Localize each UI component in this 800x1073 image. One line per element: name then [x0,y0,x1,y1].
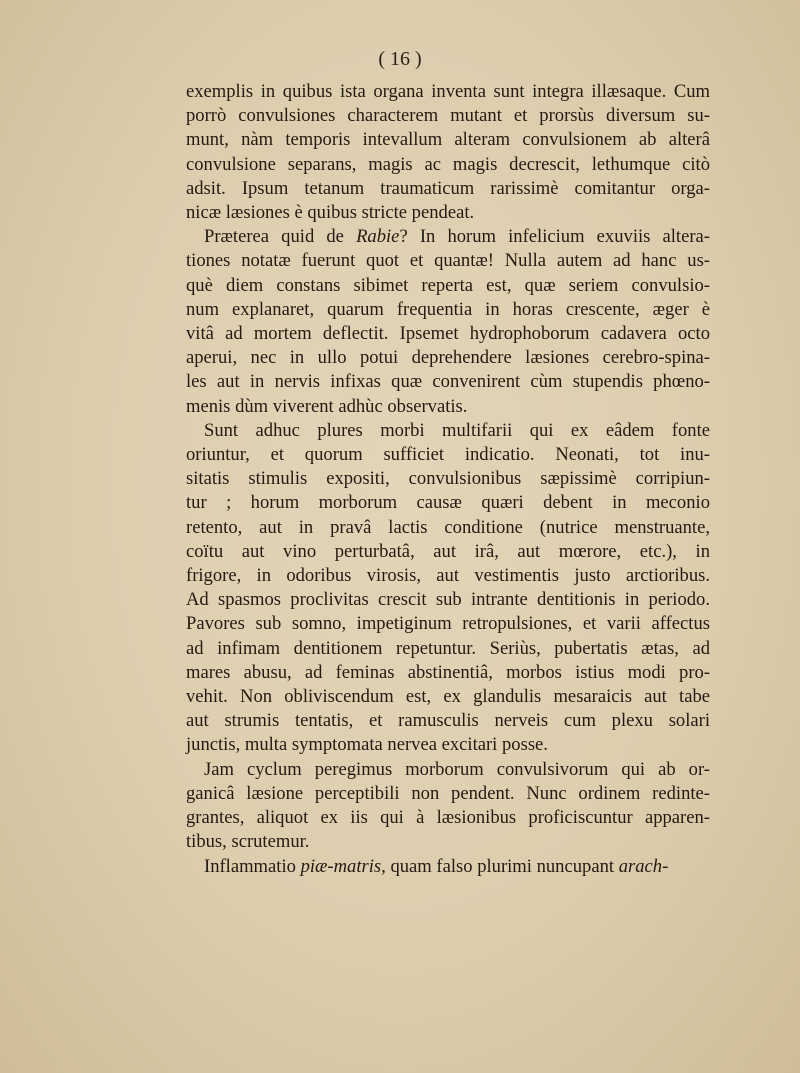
text-line: convulsione separans, magis ac magis decrescit, lethumque citò [186,153,710,175]
paragraph [186,225,710,419]
italic-term: arach- [618,855,669,877]
text-line: aut strumis tentatis, et ramusculis nerveis cum plexu solari [186,710,710,732]
italic-term: piæ-matris, [300,855,386,877]
text-line: aperui, nec in ullo potui deprehendere læsiones cerebro-spina- [186,347,710,369]
text-line: tiones notatæ fuerunt quot et quantæ! Nulla autem ad hanc us- [186,250,710,272]
text-line: oriuntur, et quorum sufficiet indicatio. Neonati, tot inu- [186,444,710,466]
text-line: tur ; horum morborum causæ quæri debent in meconio [186,492,710,514]
text-line: vehit. Non obliviscendum est, ex glandulis mesaraicis aut tabe [186,686,710,708]
text-line: frigore, in odoribus virosis, aut vestimentis justo arctioribus. [186,565,710,587]
text-line: Inflammatio piæ-matris, quam falso plurimi nuncupant arach- [204,855,669,877]
text-line: junctis, multa symptomata nervea excitari posse. [186,734,548,756]
text-line: què diem constans sibimet reperta est, quæ seriem convulsio- [186,274,710,296]
paragraph [186,419,710,758]
text-line: porrò convulsiones characterem mutant et prorsùs diversum su- [186,105,710,127]
text-line: Pavores sub somno, impetiginum retropulsiones, et varii affectus [186,613,710,635]
text-line: adsit. Ipsum tetanum traumaticum rarissimè comitantur orga- [186,177,710,199]
text-line: tibus, scrutemur. [186,831,310,853]
text-line: Ad spasmos proclivitas crescit sub intrante dentitionis in periodo. [186,589,710,611]
text-line: Jam cyclum peregimus morborum convulsivorum qui ab or- [204,758,710,780]
paragraph [186,855,710,879]
text-line: retento, aut in pravâ lactis conditione (nutrice menstruante, [186,516,710,538]
paragraph [186,758,710,855]
text-line: menis dùm viverent adhùc observatis. [186,395,468,417]
text-line: nicæ læsiones è quibus stricte pendeat. [186,202,475,224]
text-line: mares abusu, ad feminas abstinentiâ, morbos istius modi pro- [186,661,710,683]
text-line: num explanaret, quarum frequentia in horas crescente, æger è [186,298,710,320]
text-line: les aut in nervis infixas quæ convenirent cùm stupendis phœno- [186,371,710,393]
text-line: ganicâ læsione perceptibili non pendent. Nunc ordinem redinte- [186,782,710,804]
text-line: coïtu aut vino perturbatâ, aut irâ, aut mœrore, etc.), in [186,540,710,562]
text-line: Sunt adhuc plures morbi multifarii qui ex eâdem fonte [204,419,710,441]
text-line: Præterea quid de Rabie? In horum infelicium exuviis altera- [204,226,710,248]
italic-term: Rabie [356,226,400,248]
text-line: grantes, aliquot ex iis qui à læsionibus proficiscuntur apparen- [186,807,710,829]
text-line: ad infimam dentitionem repetuntur. Seriùs, pubertatis ætas, ad [186,637,710,659]
text-line: munt, nàm temporis intevallum alteram convulsionem ab alterâ [186,129,710,151]
page-number: ( 16 ) [378,48,422,70]
text-line: vitâ ad mortem deflectit. Ipsemet hydrophoborum cadavera octo [186,323,710,345]
text-line: sitatis stimulis expositi, convulsionibus sæpissimè corripiun- [186,468,710,490]
text-line: exemplis in quibus ista organa inventa sunt integra illæsaque. Cum [186,81,710,102]
body-text [186,80,710,879]
paragraph [186,80,710,225]
